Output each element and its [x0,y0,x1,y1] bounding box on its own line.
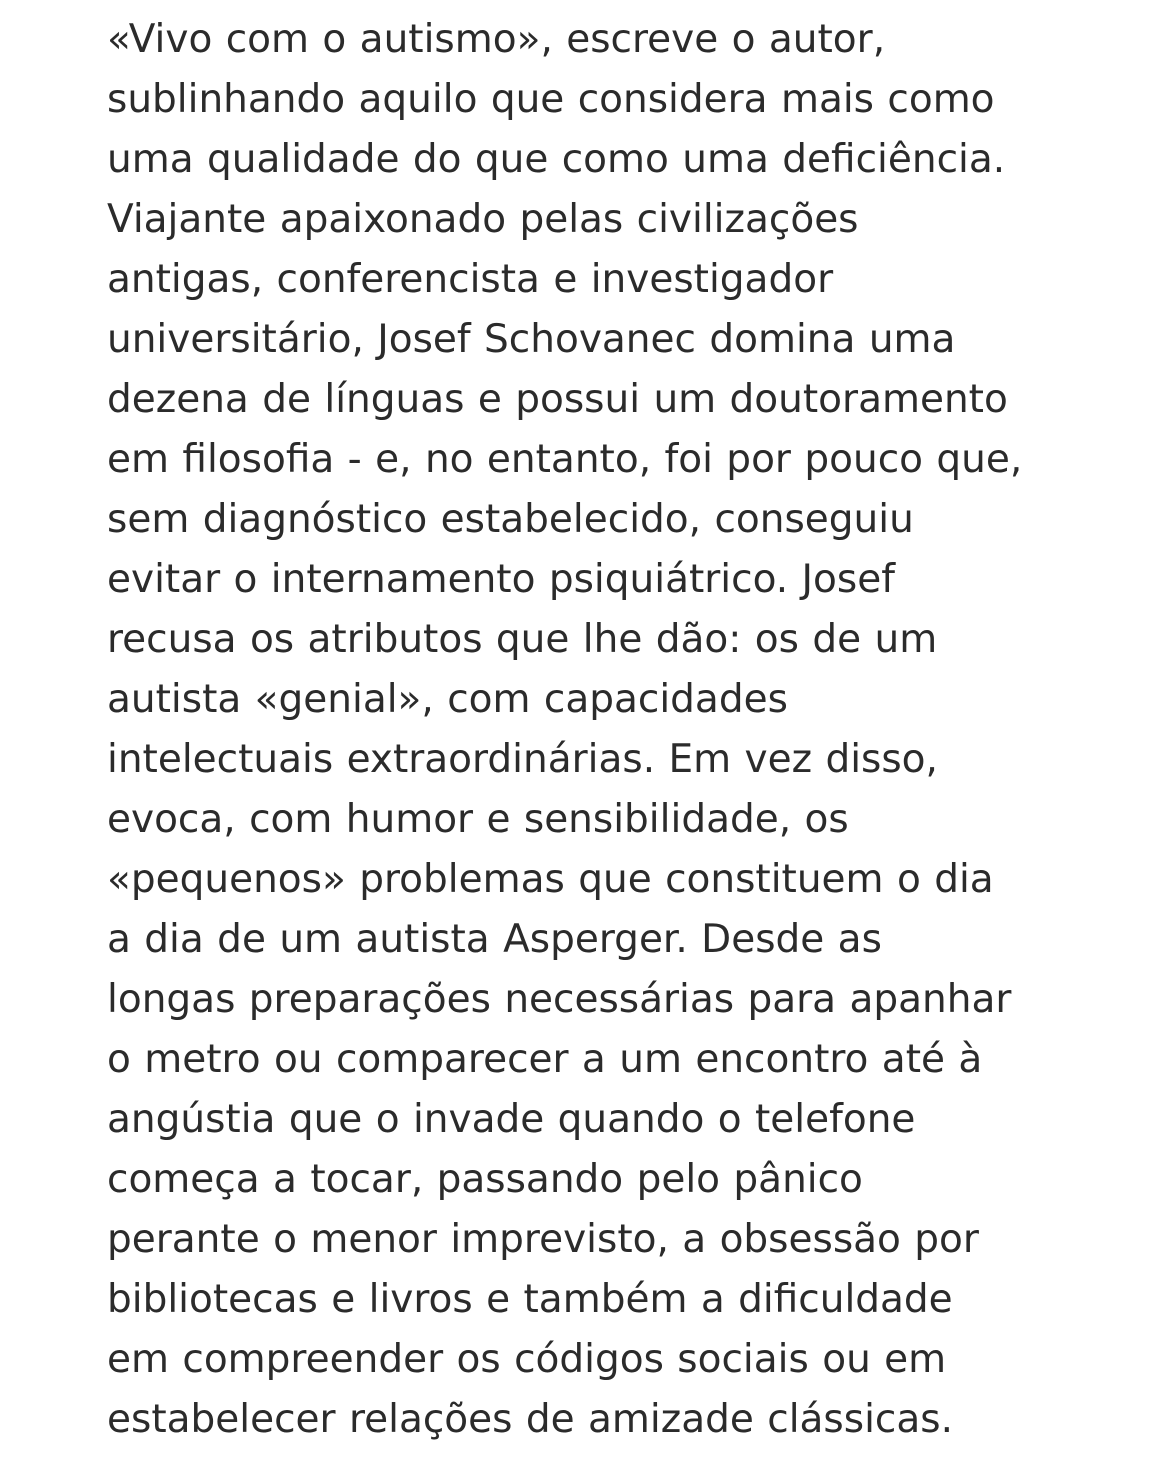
description-line: longas preparações necessárias para apanhar [107,977,1012,1022]
description-line: em filosofia - e, no entanto, foi por pouco que, [107,437,1023,482]
description-line: recusa os atributos que lhe dão: os de um [107,617,938,662]
description-line: estabelecer relações de amizade clássicas. [107,1397,953,1442]
book-description [107,10,1087,1450]
description-line: antigas, conferencista e investigador [107,257,834,302]
description-line: intelectuais extraordinárias. Em vez disso, [107,737,938,782]
description-line: perante o menor imprevisto, a obsessão por [107,1217,979,1262]
description-line: a dia de um autista Asperger. Desde as [107,917,882,962]
description-line: autista «genial», com capacidades [107,677,788,722]
description-line: «Vivo com o autismo», escreve o autor, [107,17,886,62]
description-line: dezena de línguas e possui um doutoramento [107,377,1008,422]
description-line: o metro ou comparecer a um encontro até à [107,1037,983,1082]
description-line: evitar o internamento psiquiátrico. Josef [107,557,895,602]
description-line: Viajante apaixonado pelas civilizações [107,197,859,242]
description-line: sublinhando aquilo que considera mais como [107,77,995,122]
description-line: uma qualidade do que como uma deficiência. [107,137,1006,182]
description-line: sem diagnóstico estabelecido, conseguiu [107,497,914,542]
description-line: evoca, com humor e sensibilidade, os [107,797,849,842]
description-line: bibliotecas e livros e também a dificuldade [107,1277,953,1322]
description-line: «pequenos» problemas que constituem o dia [107,857,994,902]
description-line: angústia que o invade quando o telefone [107,1097,916,1142]
description-line: universitário, Josef Schovanec domina uma [107,317,956,362]
description-line: em compreender os códigos sociais ou em [107,1337,947,1382]
description-line: começa a tocar, passando pelo pânico [107,1157,863,1202]
